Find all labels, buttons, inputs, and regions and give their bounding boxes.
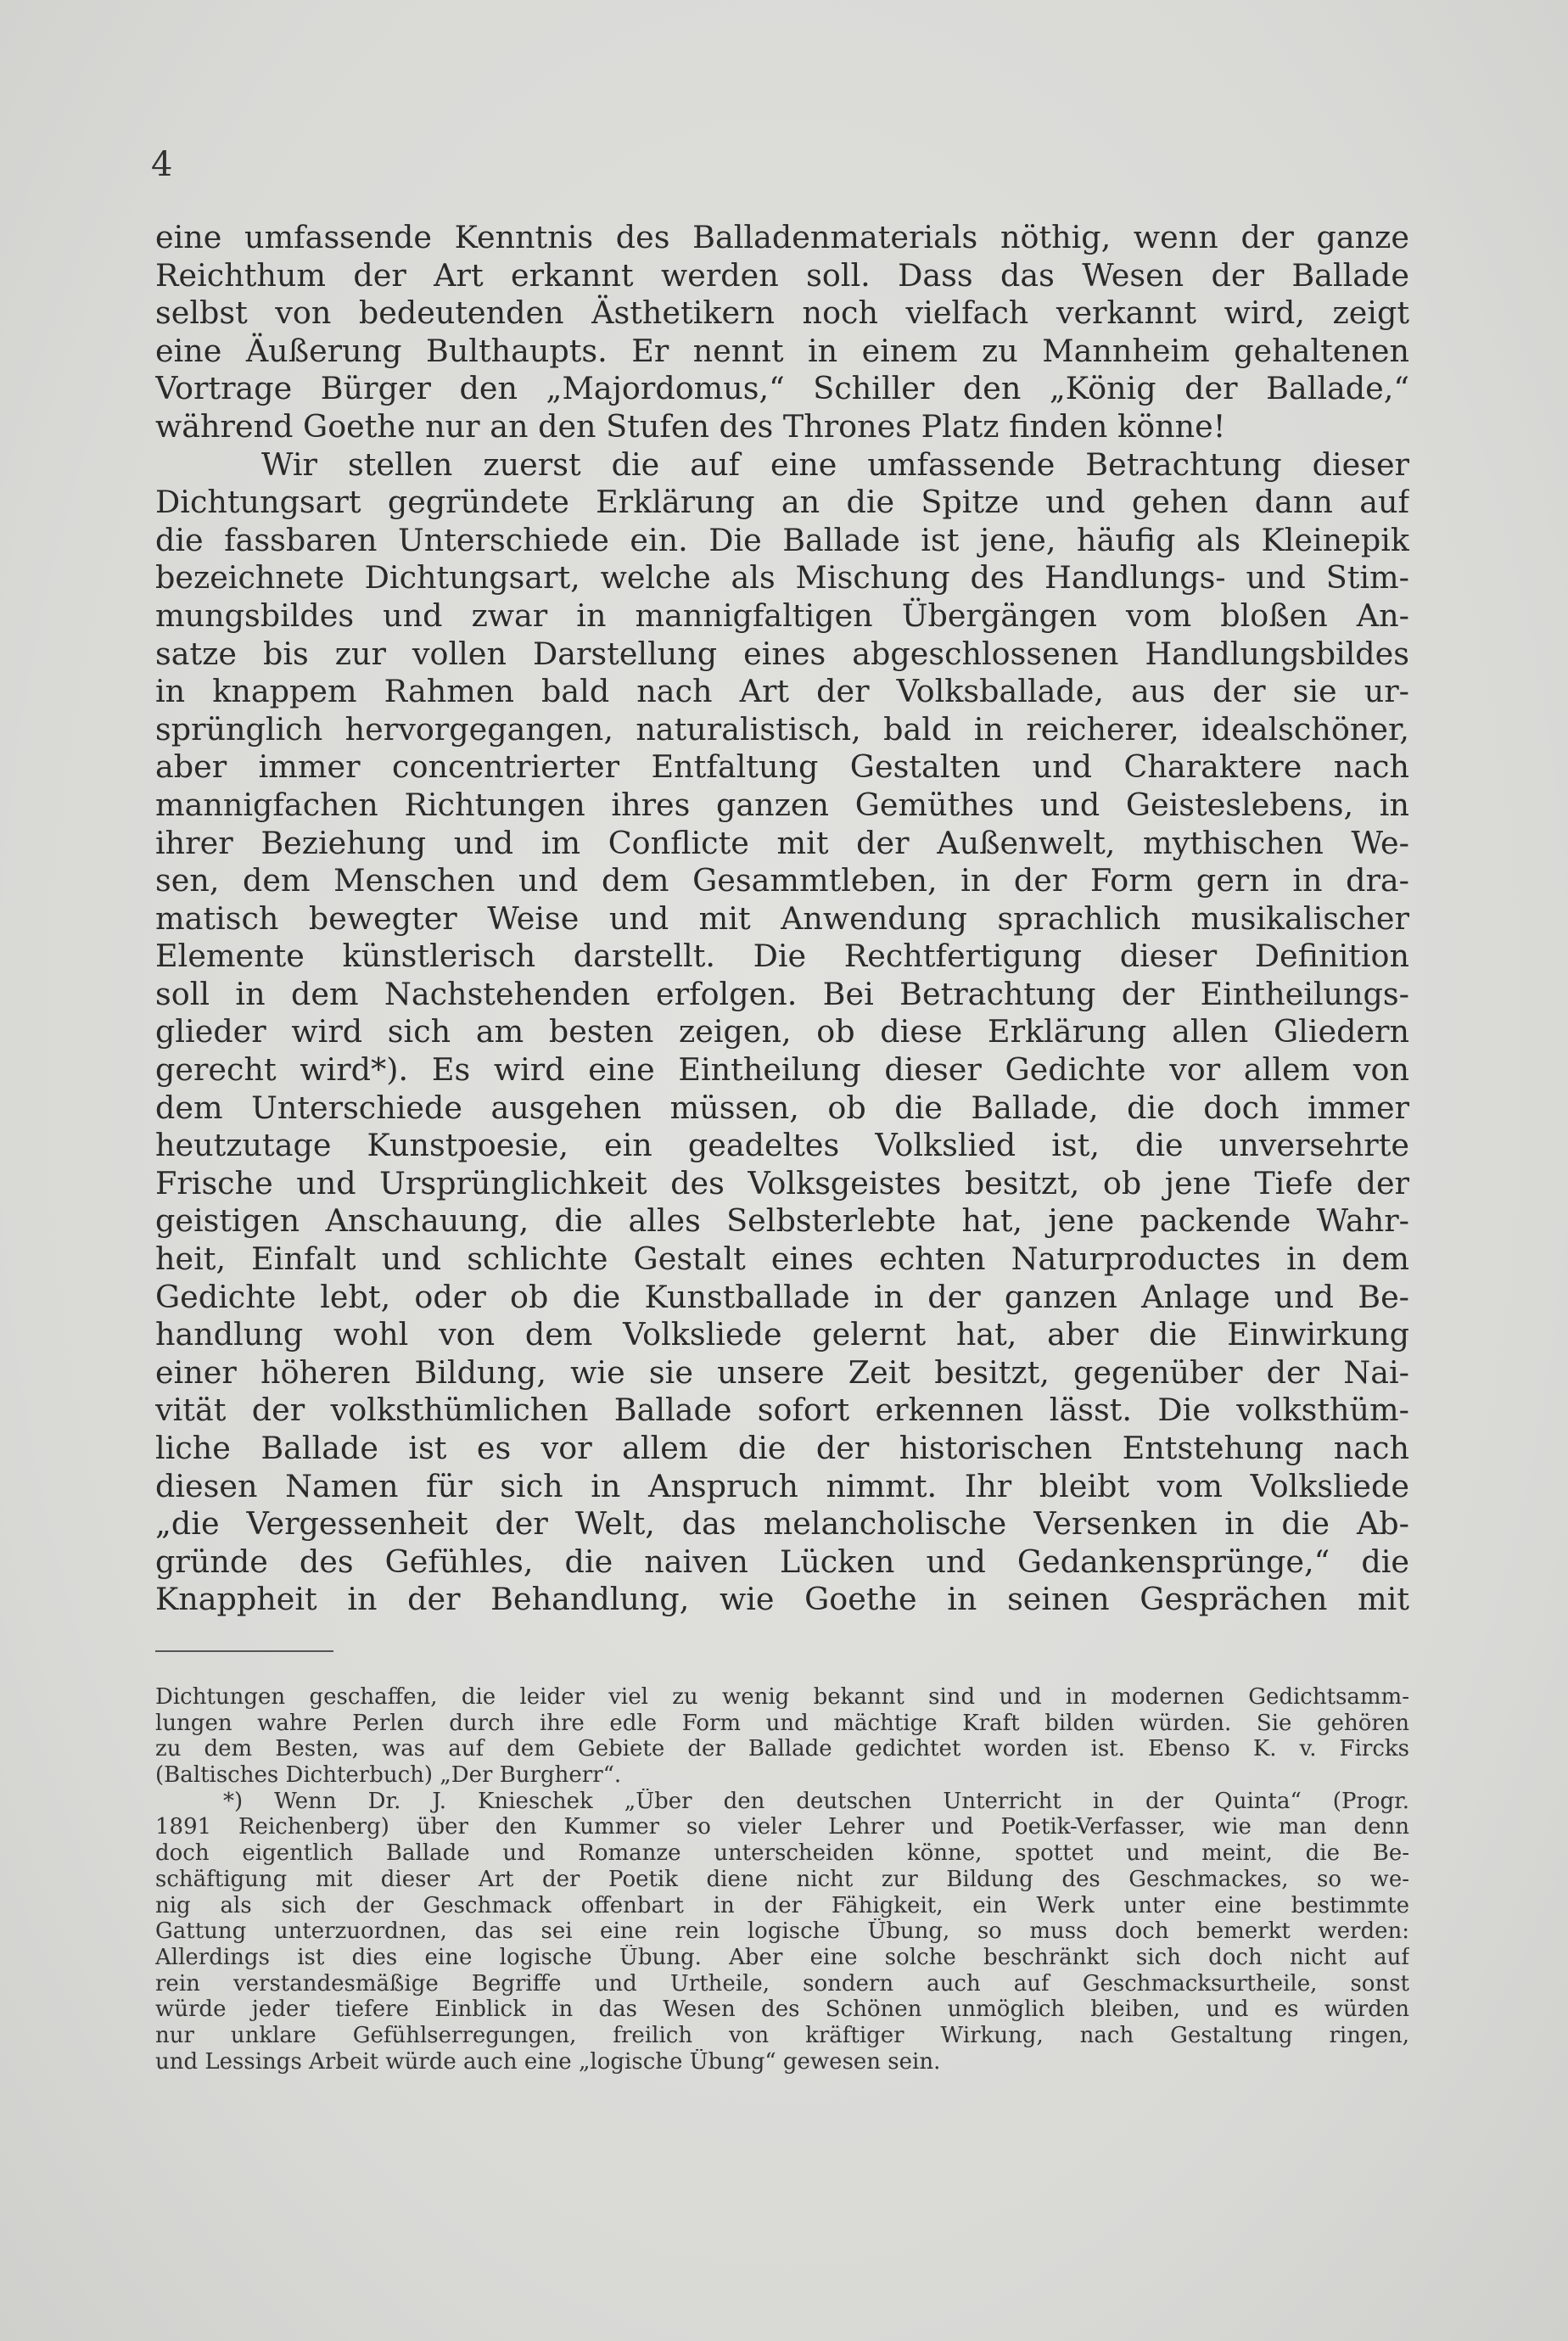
text-line: heutzutage Kunstpoesie, ein geadeltes Volkslied ist, die unversehrte: [155, 1127, 1409, 1164]
footnote-line: nur unklare Gefühlserregungen, freilich von kräftiger Wirkung, nach Gestaltung ringen,: [155, 2022, 1409, 2048]
footnote-line: rein verstandesmäßige Begriffe und Urtheile, sondern auch auf Geschmacksurtheile, sonst: [155, 1970, 1409, 1997]
text-line: soll in dem Nachstehenden erfolgen. Bei Betrachtung der Eintheilungs-: [155, 975, 1409, 1012]
footnote-line: zu dem Besten, was auf dem Gebiete der Ballade gedichtet worden ist. Ebenso K. v. Fircks: [155, 1736, 1409, 1762]
text-line: sprünglich hervorgegangen, naturalistisch, bald in reicherer, idealschöner,: [155, 710, 1409, 748]
footnote-divider: [155, 1650, 333, 1652]
text-line: Knappheit in der Behandlung, wie Goethe in seinen Gesprächen mit: [155, 1581, 1409, 1618]
footnote-line: nig als sich der Geschmack offenbart in der Fähigkeit, ein Werk unter eine bestimmte: [155, 1892, 1409, 1918]
footnote-line: Dichtungen geschaffen, die leider viel zu wenig bekannt sind und in modernen Gedichtsamm-: [155, 1684, 1409, 1710]
text-line: mannigfachen Richtungen ihres ganzen Gemüthes und Geisteslebens, in: [155, 786, 1409, 823]
footnotes-block: [155, 1684, 1409, 2075]
text-line: diesen Namen für sich in Anspruch nimmt. Ihr bleibt vom Volksliede: [155, 1467, 1409, 1504]
text-line: ihrer Beziehung und im Conflicte mit der Außenwelt, mythischen We-: [155, 824, 1409, 861]
text-line: selbst von bedeutenden Ästhetikern noch vielfach verkannt wird, zeigt: [155, 294, 1409, 332]
text-line: Elemente künstlerisch darstellt. Die Rechtfertigung dieser Definition: [155, 938, 1409, 975]
footnote-line: (Baltisches Dichterbuch) „Der Burgherr“.: [155, 1762, 622, 1789]
text-line: eine Äußerung Bulthaupts. Er nennt in einem zu Mannheim gehaltenen: [155, 332, 1409, 369]
text-line: satze bis zur vollen Darstellung eines abgeschlossenen Handlungsbildes: [155, 635, 1409, 672]
footnote-line: doch eigentlich Ballade und Romanze unterscheiden könne, spottet und meint, die Be-: [155, 1840, 1409, 1867]
text-line: gründe des Gefühles, die naiven Lücken und Gedankensprünge,“ die: [155, 1543, 1409, 1580]
footnote-line: und Lessings Arbeit würde auch eine „logische Übung“ gewesen sein.: [155, 2048, 941, 2075]
text-line: geistigen Anschauung, die alles Selbsterlebte hat, jene packende Wahr-: [155, 1202, 1409, 1240]
text-line: glieder wird sich am besten zeigen, ob diese Erklärung allen Gliedern: [155, 1013, 1409, 1050]
text-line: Vortrage Bürger den „Majordomus,“ Schiller den „König der Ballade,“: [155, 370, 1409, 407]
text-line: handlung wohl von dem Volksliede gelernt hat, aber die Einwirkung: [155, 1316, 1409, 1353]
text-line: mungsbildes und zwar in mannigfaltigen Übergängen vom bloßen An-: [155, 596, 1409, 634]
text-line: Gedichte lebt, oder ob die Kunstballade in der ganzen Anlage und Be-: [155, 1278, 1409, 1315]
text-line: bezeichnete Dichtungsart, welche als Mischung des Handlungs- und Stim-: [155, 559, 1409, 596]
text-line: liche Ballade ist es vor allem die der historischen Entstehung nach: [155, 1430, 1409, 1466]
footnote-line: würde jeder tiefere Einblick in das Wesen des Schönen unmöglich bleiben, und es würden: [155, 1997, 1409, 2023]
main-text-block: [155, 219, 1409, 1619]
text-line: in knappem Rahmen bald nach Art der Volksballade, aus der sie ur-: [155, 673, 1409, 710]
footnote-line: *) Wenn Dr. J. Knieschek „Über den deutschen Unterricht in der Quinta“ (Progr.: [223, 1788, 1409, 1814]
text-line: matisch bewegter Weise und mit Anwendung sprachlich musikalischer: [155, 899, 1409, 937]
text-line: Frische und Ursprünglichkeit des Volksgeistes besitzt, ob jene Tiefe der: [155, 1164, 1409, 1201]
text-line: sen, dem Menschen und dem Gesammtleben, in der Form gern in dra-: [155, 862, 1409, 899]
page-number: 4: [151, 145, 173, 184]
footnote-line: Allerdings ist dies eine logische Übung. Aber eine solche beschränkt sich doch nicht auf: [155, 1944, 1409, 1970]
text-line: Wir stellen zuerst die auf eine umfassende Betrachtung dieser: [261, 445, 1409, 483]
text-line: Reichthum der Art erkannt werden soll. Dass das Wesen der Ballade: [155, 256, 1409, 294]
footnote-line: Gattung unterzuordnen, das sei eine rein logische Übung, so muss doch bemerkt werden:: [155, 1918, 1409, 1945]
footnote-line: schäftigung mit dieser Art der Poetik diene nicht zur Bildung des Geschmackes, so we-: [155, 1866, 1409, 1892]
footnote-line: 1891 Reichenberg) über den Kummer so vieler Lehrer und Poetik-Verfasser, wie man denn: [155, 1814, 1409, 1840]
text-line: gerecht wird*). Es wird eine Eintheilung dieser Gedichte vor allem von: [155, 1051, 1409, 1089]
text-line: vität der volksthümlichen Ballade sofort erkennen lässt. Die volksthüm-: [155, 1392, 1409, 1429]
text-line: aber immer concentrierter Entfaltung Gestalten und Charaktere nach: [155, 748, 1409, 786]
text-line: die fassbaren Unterschiede ein. Die Ballade ist jene, häufig als Kleinepik: [155, 521, 1409, 558]
text-line: „die Vergessenheit der Welt, das melancholische Versenken in die Ab-: [155, 1505, 1409, 1543]
footnote-line: lungen wahre Perlen durch ihre edle Form und mächtige Kraft bilden würden. Sie gehören: [155, 1710, 1409, 1736]
text-line: heit, Einfalt und schlichte Gestalt eines echten Naturproductes in dem: [155, 1241, 1409, 1278]
text-line: dem Unterschiede ausgehen müssen, ob die Ballade, die doch immer: [155, 1089, 1409, 1126]
text-line: Dichtungsart gegründete Erklärung an die Spitze und gehen dann auf: [155, 484, 1409, 521]
text-line: eine umfassende Kenntnis des Balladenmaterials nöthig, wenn der ganze: [155, 219, 1409, 255]
text-line: während Goethe nur an den Stufen des Thrones Platz finden könne!: [155, 407, 1226, 445]
text-line: einer höheren Bildung, wie sie unsere Zeit besitzt, gegenüber der Nai-: [155, 1353, 1409, 1391]
